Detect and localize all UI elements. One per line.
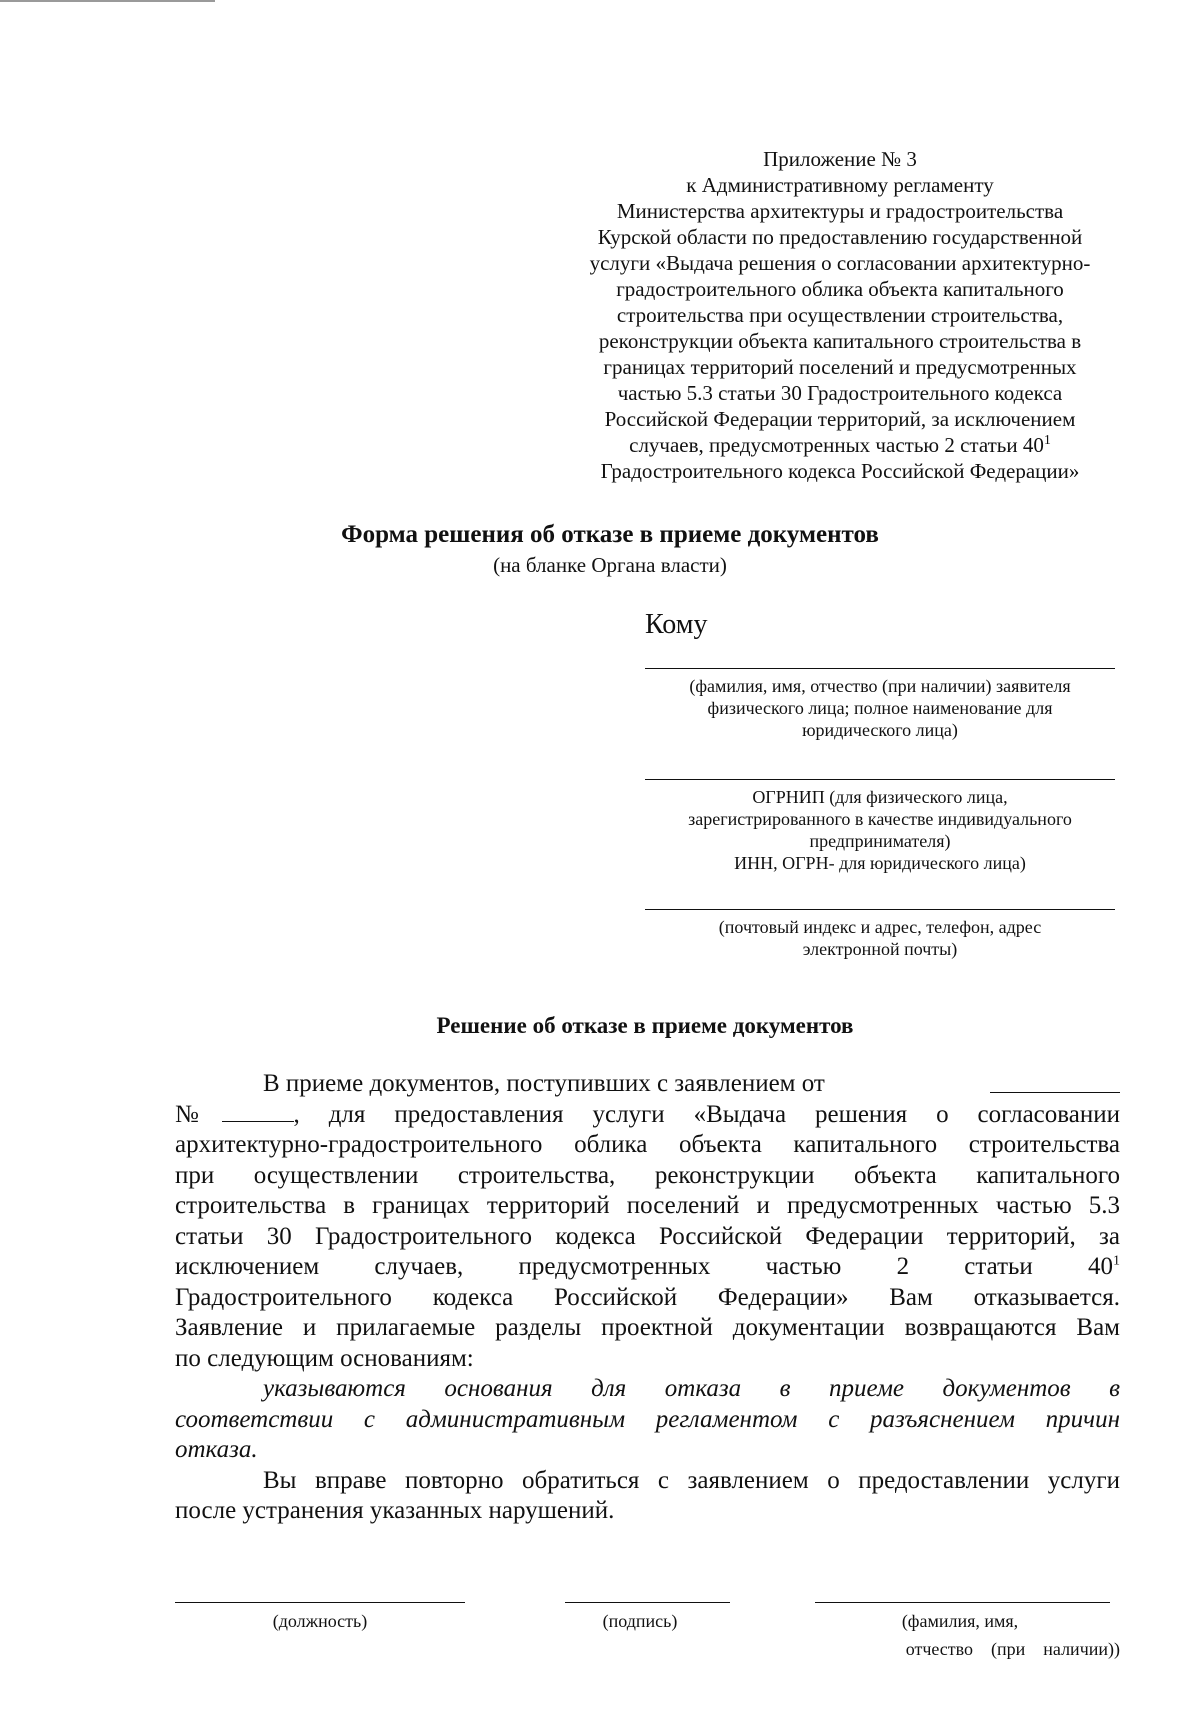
appendix-header	[540, 146, 1140, 484]
appendix-line: частью 5.3 статьи 30 Градостроительного кодекса	[617, 381, 1063, 405]
name-caption-line2: отчество (при наличии))	[905, 1639, 1120, 1659]
caption-line: предпринимателя)	[809, 831, 951, 851]
caption-line: физического лица; полное наименование для	[707, 698, 1053, 718]
caption-line: (почтовый индекс и адрес, телефон, адрес	[718, 917, 1042, 937]
italic-body-line: указываются основания для отказа в приеме документов в	[263, 1375, 1120, 1402]
recipient-ogrn-field[interactable]	[645, 779, 1115, 780]
decision-title: Решение об отказе в приеме документов	[436, 1013, 854, 1038]
appendix-line: Российской Федерации территорий, за исключением	[604, 407, 1076, 431]
body-line: по следующим основаниям:	[175, 1344, 474, 1372]
caption-line: юридического лица)	[802, 720, 958, 740]
appendix-line: услуги «Выдача решения о согласовании архитектурно-	[589, 251, 1091, 275]
caption-line: ИНН, ОГРН- для юридического лица)	[734, 853, 1026, 873]
body-line: статьи 30 Градостроительного кодекса Российской Федерации территорий, за	[175, 1222, 1120, 1250]
caption-line: зарегистрированного в качестве индивидуального	[688, 809, 1072, 829]
appendix-line: Приложение № 3	[763, 147, 917, 171]
position-caption: (должность)	[272, 1611, 368, 1631]
body-line-text: исключением случаев, предусмотренных частью 2 статьи 40	[175, 1253, 1113, 1280]
recipient-name-block	[645, 668, 1115, 741]
appendix-superscript: 1	[1043, 433, 1051, 448]
body-line-text: , для предоставления услуги «Выдача решения о согласовании	[293, 1100, 1120, 1128]
body-line: Градостроительного кодекса Российской Федерации» Вам отказывается.	[175, 1283, 1120, 1311]
appendix-line: реконструкции объекта капитального строительства в	[598, 329, 1082, 353]
appendix-line: к Административному регламенту	[686, 173, 994, 197]
closing-line: после устранения указанных нарушений.	[175, 1497, 615, 1524]
recipient-ogrn-block	[645, 779, 1115, 874]
caption-line: электронной почты)	[802, 939, 958, 959]
recipient-address-block	[645, 909, 1115, 960]
application-number-field[interactable]	[222, 1120, 294, 1122]
form-title: Форма решения об отказе в приеме документов	[341, 521, 879, 548]
caption-line: (фамилия, имя, отчество (при наличии) заявителя	[689, 676, 1071, 696]
form-subtitle: (на бланке Органа власти)	[493, 553, 727, 577]
recipient-name-field[interactable]	[645, 668, 1115, 669]
body-line: строительства в границах территорий поселений и предусмотренных частью 5.3	[175, 1192, 1120, 1219]
closing-line: Вы вправе повторно обратиться с заявлением о предоставлении услуги	[263, 1466, 1120, 1494]
body-line	[175, 1100, 1120, 1131]
name-caption: (фамилия, имя,	[901, 1611, 1019, 1631]
italic-body-line: отказа.	[175, 1436, 258, 1463]
signature-field[interactable]	[565, 1602, 730, 1603]
position-field[interactable]	[175, 1602, 465, 1603]
scan-edge-mark	[0, 0, 215, 2]
signature-caption: (подпись)	[602, 1611, 678, 1631]
appendix-line: Министерства архитектуры и градостроительства	[616, 199, 1064, 223]
appendix-line: Курской области по предоставлению государственной	[597, 225, 1083, 249]
number-sign: №	[175, 1100, 222, 1128]
body-line: Заявление и прилагаемые разделы проектной документации возвращаются Вам	[175, 1314, 1120, 1341]
body-line-text: В приеме документов, поступивших с заявлением от	[263, 1070, 825, 1097]
application-date-field[interactable]	[990, 1091, 1120, 1093]
appendix-line-text: случаев, предусмотренных частью 2 статьи 40	[629, 433, 1044, 457]
recipient-label: Кому	[645, 609, 708, 640]
body-line: архитектурно-градостроительного облика объекта капитального строительства	[175, 1131, 1120, 1158]
body-line: при осуществлении строительства, реконструкции объекта капитального	[175, 1161, 1120, 1189]
recipient-address-field[interactable]	[645, 909, 1115, 910]
body-superscript: 1	[1113, 1253, 1120, 1269]
body-line	[175, 1069, 1120, 1100]
appendix-line: строительства при осуществлении строительства,	[616, 303, 1064, 327]
appendix-line: границах территорий поселений и предусмотренных	[603, 355, 1077, 379]
appendix-line: Градостроительного кодекса Российской Федерации»	[600, 459, 1080, 483]
italic-body-line: соответствии с административным регламентом с разъяснением причин	[175, 1405, 1120, 1433]
decision-body	[175, 1069, 1120, 1527]
body-line	[175, 1252, 1120, 1283]
full-name-field[interactable]	[815, 1602, 1110, 1603]
appendix-line: градостроительного облика объекта капитального	[616, 277, 1064, 301]
caption-line: ОГРНИП (для физического лица,	[752, 787, 1008, 807]
appendix-line	[540, 432, 1140, 458]
